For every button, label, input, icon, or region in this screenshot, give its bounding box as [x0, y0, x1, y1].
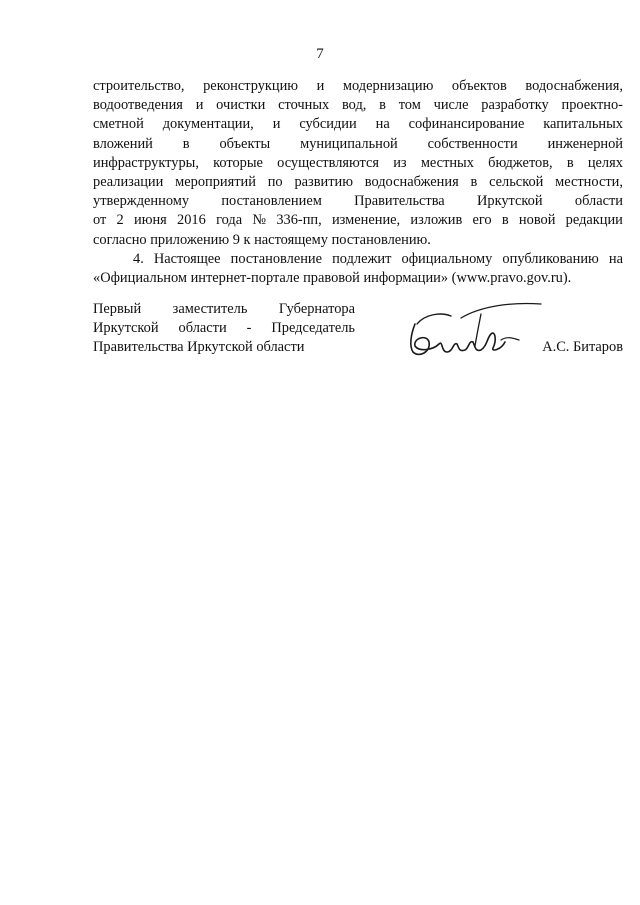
publication-line-2: «Официальном интернет-портале правовой информации» (www.pravo.gov.ru). — [93, 270, 572, 287]
word: июня — [134, 212, 167, 229]
paragraph-line — [93, 135, 623, 154]
word: из — [393, 154, 407, 171]
word: том — [398, 97, 421, 114]
word: целях — [587, 154, 623, 171]
word: и — [272, 116, 281, 133]
position-line — [93, 319, 355, 338]
paragraph-line — [93, 154, 623, 173]
word: строительство, — [93, 78, 185, 94]
word: собственности — [427, 135, 518, 152]
word: инфраструктуры, — [93, 154, 199, 171]
word: постановлением — [221, 193, 322, 210]
word: местности, — [555, 174, 623, 191]
word: новой — [518, 212, 556, 229]
word: Иркутской — [93, 320, 159, 337]
word: Правительства — [354, 193, 445, 210]
paragraph-line — [93, 173, 623, 192]
word: на — [608, 250, 623, 267]
word: на — [375, 116, 390, 133]
word: по — [267, 174, 283, 191]
word: в — [470, 174, 478, 191]
word: разработку — [481, 97, 549, 114]
word: года — [216, 212, 243, 229]
word: реализации — [93, 174, 164, 191]
word: инженерной — [547, 135, 623, 152]
word: Правительства Иркутской области — [93, 339, 305, 356]
paragraph-line — [93, 77, 623, 96]
position-line — [93, 338, 355, 357]
word: проектно- — [561, 97, 623, 114]
paragraph-line — [93, 115, 623, 134]
word: 2016 — [177, 212, 206, 229]
word: которые — [213, 154, 263, 171]
word: субсидии — [299, 116, 357, 133]
document-body — [93, 77, 623, 288]
word: и — [316, 78, 325, 94]
word: документации, — [162, 116, 254, 133]
word: - — [246, 320, 252, 337]
publication-line-1 — [93, 250, 623, 269]
word: области — [574, 193, 623, 210]
word: изложив — [410, 212, 463, 229]
word: официальному — [401, 250, 493, 267]
word: осуществляются — [277, 154, 380, 171]
signer-name: А.С. Битаров — [542, 339, 623, 355]
word: объектов — [451, 78, 507, 94]
word: муниципальной — [300, 135, 398, 152]
signature-block — [93, 300, 623, 380]
handwritten-signature — [401, 294, 561, 364]
word: согласно приложению 9 к настоящему постановлению. — [93, 231, 431, 248]
word: бюджетов, — [488, 154, 553, 171]
word: его — [472, 212, 492, 229]
word: утвержденному — [93, 193, 190, 210]
paragraph-line — [93, 211, 623, 230]
word: в — [501, 212, 509, 229]
paragraph-line — [93, 96, 623, 115]
word: местных — [420, 154, 474, 171]
word: № — [252, 212, 267, 229]
word: Губернатора — [278, 301, 355, 317]
signer-position — [93, 300, 355, 358]
word: водоснабжения — [364, 174, 459, 191]
word: мероприятий — [175, 174, 256, 191]
word: редакции — [565, 212, 623, 229]
word: водоотведения — [93, 97, 183, 114]
word: 4. — [133, 250, 144, 267]
word: капитальных — [543, 116, 623, 133]
word: в — [182, 135, 190, 152]
word: от — [93, 212, 107, 229]
word: Первый — [93, 301, 142, 317]
word: 336-пп, — [276, 212, 322, 229]
word: вложений — [93, 135, 153, 152]
word: сельской — [489, 174, 544, 191]
word: сметной — [93, 116, 144, 133]
word: 2 — [116, 212, 124, 229]
paragraph-publication — [93, 250, 623, 288]
word: объекты — [219, 135, 271, 152]
word: очистки — [216, 97, 266, 114]
word: изменение, — [331, 212, 401, 229]
paragraph-amendment — [93, 77, 623, 250]
page-number: 7 — [316, 46, 324, 62]
word: опубликованию — [502, 250, 599, 267]
word: Иркутской — [476, 193, 543, 210]
word: области — [178, 320, 227, 337]
word: постановление — [230, 250, 323, 267]
paragraph-line — [93, 192, 623, 211]
position-line — [93, 300, 355, 319]
word: Настоящее — [153, 250, 221, 267]
word: заместитель — [172, 301, 248, 317]
word: числе — [433, 97, 469, 114]
word: в — [379, 97, 386, 114]
word: сточных — [278, 97, 330, 114]
word: водоснабжения, — [525, 78, 623, 94]
word: развитию — [294, 174, 353, 191]
word: модернизацию — [342, 78, 434, 94]
word: Председатель — [271, 320, 355, 337]
word: софинансирование — [408, 116, 525, 133]
word: в — [566, 154, 574, 171]
word: и — [195, 97, 204, 114]
paragraph-line — [93, 231, 623, 250]
word: реконструкцию — [203, 78, 299, 94]
word: подлежит — [332, 250, 392, 267]
word: вод, — [341, 97, 367, 114]
